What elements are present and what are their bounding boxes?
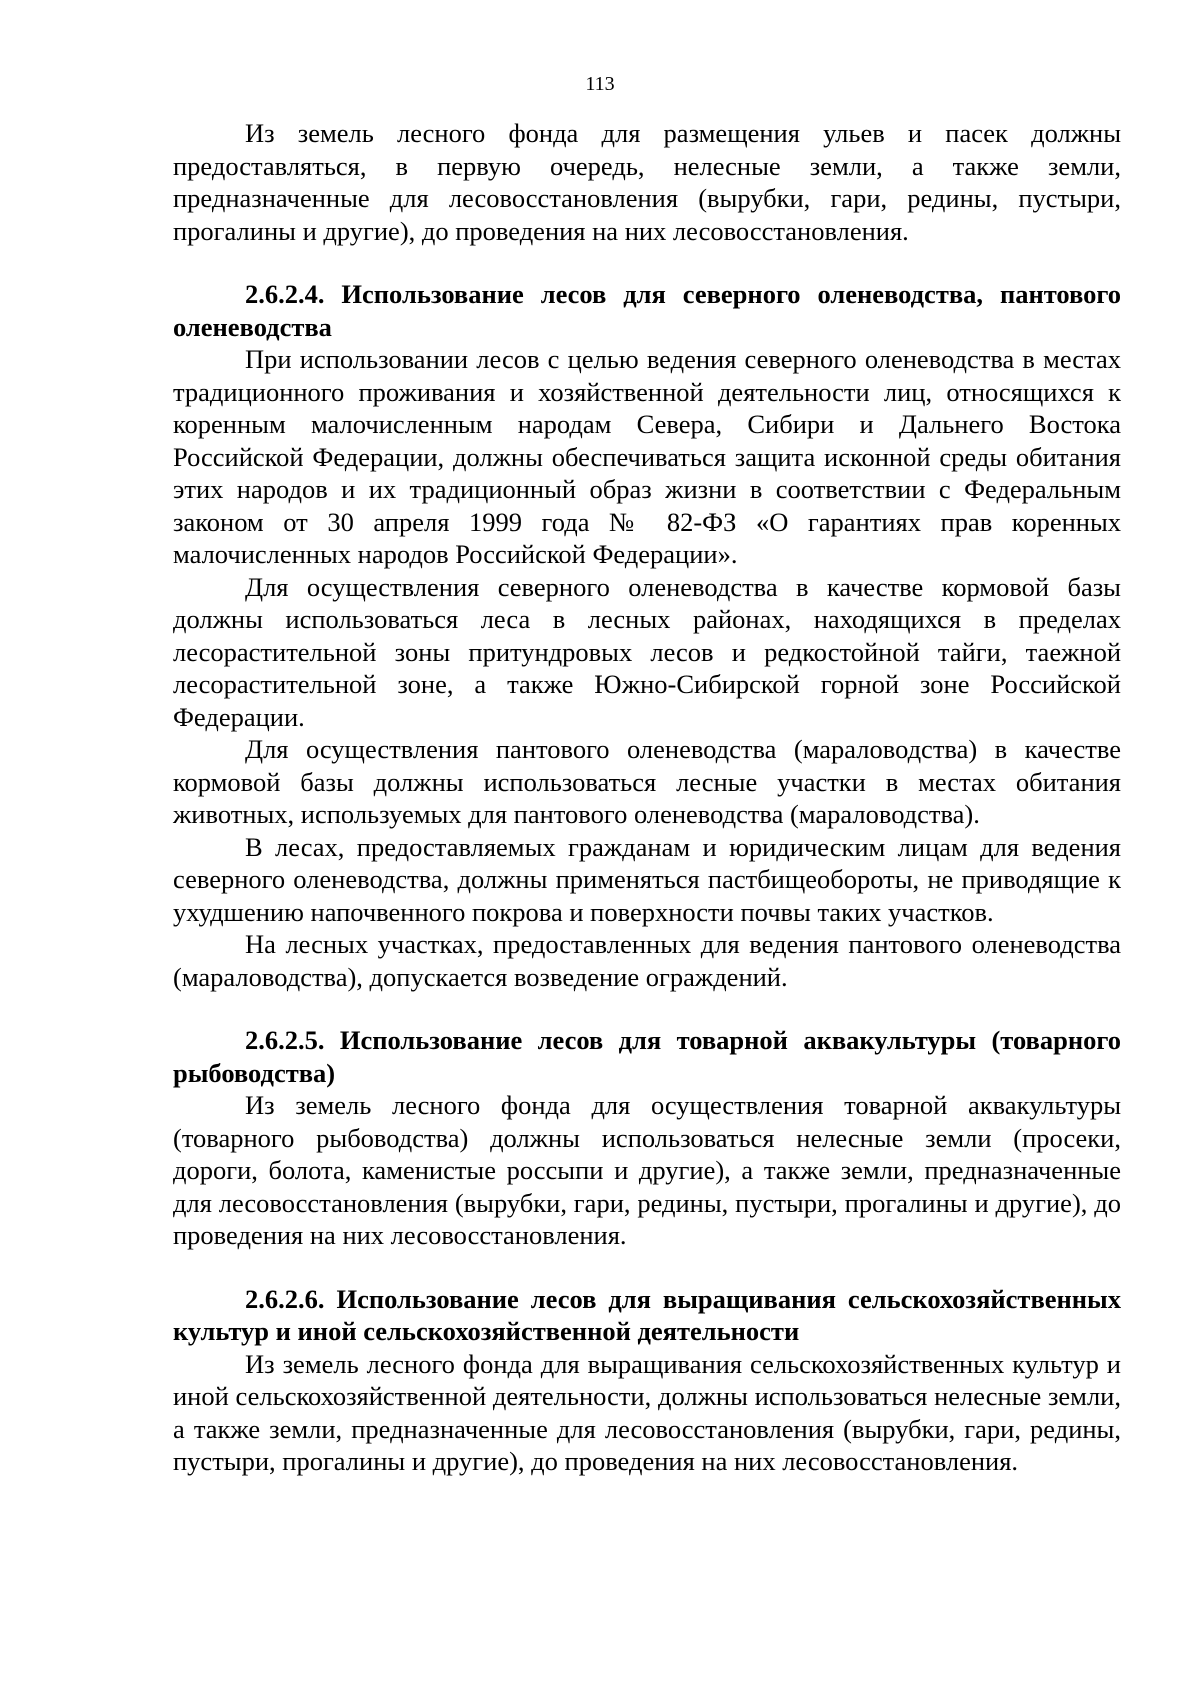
paragraph-agriculture-lands: Из земель лесного фонда для выращивания сельскохозяйственных культур и иной сельскохозяйственной деятельности, должны использоваться нелесные земли, а также земли, предназначенные для лесовосстановления (вырубки, гари, редины, пустыри, прогалины и другие), до проведения на них лесовосстановления. — [173, 1348, 1121, 1476]
section-heading-2-6-2-4: 2.6.2.4. Использование лесов для северного оленеводства, пантового оленеводства — [173, 279, 1121, 342]
paragraph-aquaculture-lands: Из земель лесного фонда для осуществления товарной аквакультуры (товарного рыбоводства) должны использоваться нелесные земли (просеки, дороги, болота, каменистые россыпи и другие), а также земли, предназначенные для лесовосстановления (вырубки, гари, редины, пустыри, прогалины и другие), до проведения на них лесовосстановления. — [173, 1090, 1121, 1250]
paragraph-pasture-rotation: В лесах, предоставляемых гражданам и юридическим лицам для ведения северного оленеводства, должны применяться пастбищеобороты, не приводящие к ухудшению напочвенного покрова и поверхности почвы таких участков. — [173, 831, 1121, 927]
paragraph-reindeer-forage: Для осуществления северного оленеводства в качестве кормовой базы должны использоваться леса в лесных районах, находящихся в пределах лесорастительной зоны притундровых лесов и редкостойной тайги, таежной лесорастительной зоне, а также Южно-Сибирской горной зоне Российской Федерации. — [173, 571, 1121, 732]
document-body — [173, 117, 1121, 1478]
paragraph-antler-forage: Для осуществления пантового оленеводства (мараловодства) в качестве кормовой базы должны использоваться лесные участки в местах обитания животных, используемых для пантового оленеводства (мараловодства). — [173, 734, 1121, 829]
paragraph-fencing: На лесных участках, предоставленных для ведения пантового оленеводства (мараловодства), допускается возведение ограждений. — [173, 929, 1121, 992]
paragraph-apiary-lands: Из земель лесного фонда для размещения ульев и пасек должны предоставляться, в первую очередь, нелесные земли, а также земли, предназначенные для лесовосстановления (вырубки, гари, редины, пустыри, прогалины и другие), до проведения на них лесовосстановления. — [173, 118, 1121, 246]
section-heading-2-6-2-6: 2.6.2.6. Использование лесов для выращивания сельскохозяйственных культур и иной сельскохозяйственной деятельности — [173, 1283, 1121, 1346]
section-heading-2-6-2-5: 2.6.2.5. Использование лесов для товарной аквакультуры (товарного рыбоводства) — [173, 1025, 1121, 1088]
page-number: 113 — [585, 73, 615, 95]
paragraph-reindeer-indigenous: При использовании лесов с целью ведения северного оленеводства в местах традиционного проживания и хозяйственной деятельности лиц, относящихся к коренным малочисленным народам Севера, Сибири и Дальнего Востока Российской Федерации, должны обеспечиваться защита исконной среды обитания этих народов и их традиционный образ жизни в соответствии с Федеральным законом от 30 апреля 1999 года № 82-ФЗ «О гарантиях прав коренных малочисленных народов Российской Федерации». — [173, 344, 1121, 569]
